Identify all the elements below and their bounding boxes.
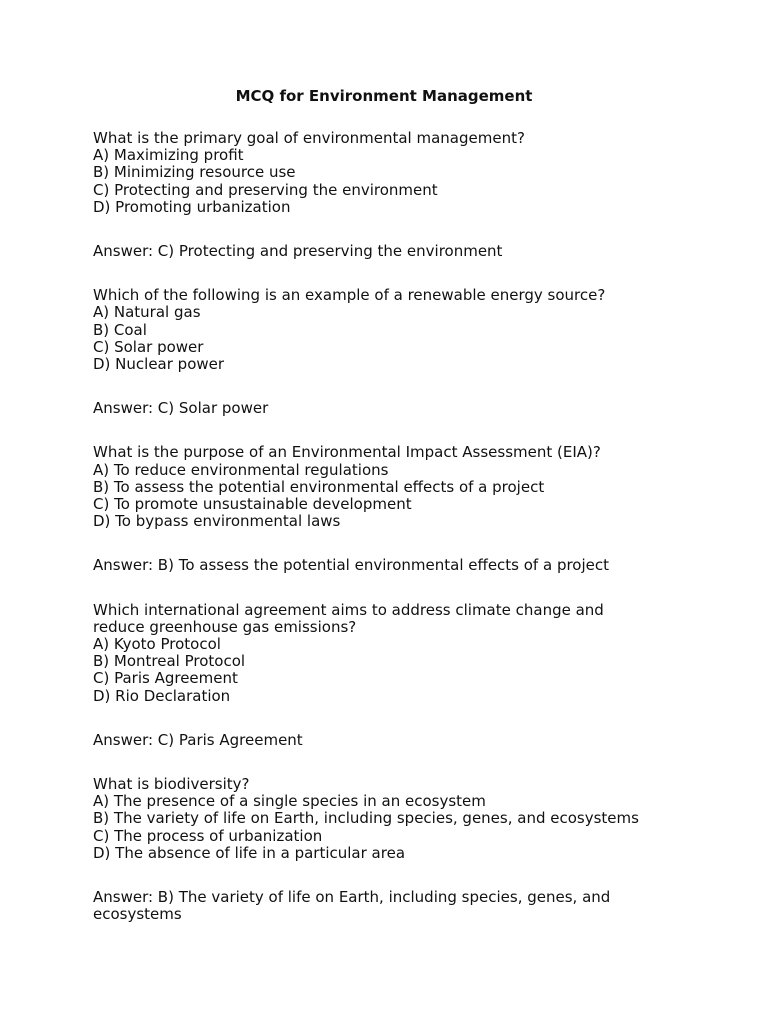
option-b: B) To assess the potential environmental effects of a project: [93, 477, 545, 496]
option-b: B) The variety of life on Earth, including species, genes, and ecosystems: [93, 809, 639, 828]
option-a: A) To reduce environmental regulations: [93, 460, 389, 479]
option-a: A) Natural gas: [93, 303, 201, 322]
question-block-4: [93, 602, 693, 749]
question-text: What is biodiversity?: [93, 775, 250, 794]
option-a: A) The presence of a single species in an ecosystem: [93, 792, 486, 811]
option-b: B) Coal: [93, 320, 147, 339]
document-title: MCQ for Environment Management: [235, 87, 533, 105]
option-a: A) Kyoto Protocol: [93, 635, 221, 654]
option-d: D) Nuclear power: [93, 355, 225, 374]
option-c: C) Protecting and preserving the environment: [93, 180, 438, 199]
document-content: [93, 130, 693, 924]
option-a: A) Maximizing profit: [93, 146, 244, 165]
question-text: Which international agreement aims to address climate change and: [93, 600, 604, 619]
answer-text: Answer: B) To assess the potential environmental effects of a project: [93, 556, 610, 575]
option-d: D) The absence of life in a particular area: [93, 843, 406, 862]
question-text: Which of the following is an example of a renewable energy source?: [93, 286, 606, 305]
question-block-5: [93, 776, 693, 923]
question-block-2: [93, 287, 693, 417]
option-c: C) Solar power: [93, 337, 204, 356]
answer-line-1: Answer: B) The variety of life on Earth, including species, genes, and: [93, 888, 611, 907]
option-c: C) Paris Agreement: [93, 669, 238, 688]
option-d: D) To bypass environmental laws: [93, 512, 341, 531]
option-d: D) Promoting urbanization: [93, 197, 291, 216]
option-b: B) Montreal Protocol: [93, 652, 246, 671]
option-c: C) To promote unsustainable development: [93, 495, 412, 514]
answer-line-2: ecosystems: [93, 905, 182, 924]
option-c: C) The process of urbanization: [93, 826, 323, 845]
question-text-continued: reduce greenhouse gas emissions?: [93, 617, 357, 636]
answer-text: Answer: C) Solar power: [93, 399, 269, 418]
option-d: D) Rio Declaration: [93, 686, 231, 705]
answer-text: Answer: C) Paris Agreement: [93, 730, 303, 749]
option-b: B) Minimizing resource use: [93, 163, 296, 182]
answer-text: [93, 889, 693, 923]
question-block-3: [93, 444, 693, 574]
answer-text: Answer: C) Protecting and preserving the environment: [93, 242, 503, 261]
question-block-1: [93, 130, 693, 260]
question-text: What is the primary goal of environmental management?: [93, 129, 525, 147]
question-text: What is the purpose of an Environmental Impact Assessment (EIA)?: [93, 443, 601, 462]
